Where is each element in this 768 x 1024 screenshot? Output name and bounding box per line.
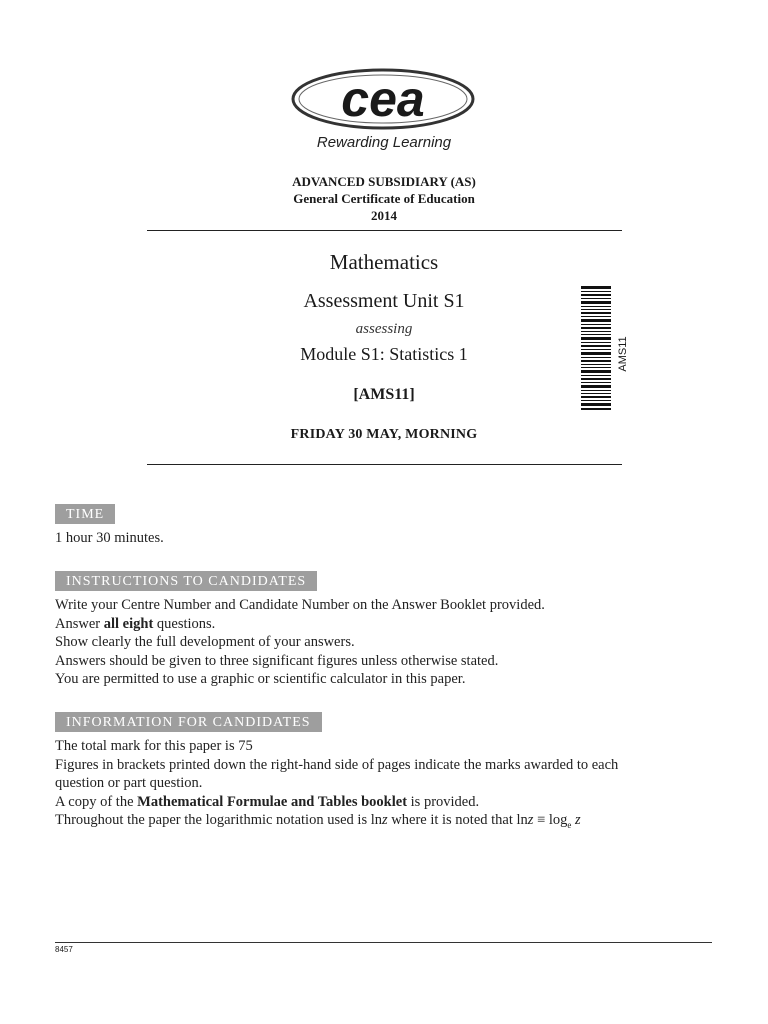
paper-code: [AMS11] bbox=[353, 386, 415, 403]
instruction-line-2-post: questions. bbox=[153, 615, 216, 632]
exam-date: FRIDAY 30 MAY, MORNING bbox=[290, 427, 478, 442]
certificate-name: General Certificate of Education bbox=[293, 191, 475, 206]
information-line-2: Figures in brackets printed down the right-hand side of pages indicate the marks awarded to each bbox=[55, 756, 619, 773]
information-line-4-pre: A copy of the bbox=[55, 793, 138, 810]
instruction-line-3: Show clearly the full development of your answers. bbox=[55, 634, 355, 650]
subject-title: Mathematics bbox=[329, 250, 439, 274]
qualification-level: ADVANCED SUBSIDIARY (AS) bbox=[292, 174, 476, 189]
time-value: 1 hour 30 minutes. bbox=[55, 530, 164, 546]
assessing-label: assessing bbox=[355, 321, 413, 337]
information-line-5-var3: z bbox=[571, 812, 581, 828]
instruction-line-2 bbox=[55, 615, 215, 634]
instruction-line-1: Write your Centre Number and Candidate Number on the Answer Booklet provided. bbox=[55, 597, 545, 613]
information-line-5-mid: where it is noted that ln bbox=[387, 812, 528, 828]
information-line-5-eq: ≡ log bbox=[533, 812, 568, 828]
information-line-4 bbox=[55, 793, 479, 812]
information-label: INFORMATION FOR CANDIDATES bbox=[55, 712, 322, 732]
information-line-4-post: is provided. bbox=[407, 793, 480, 810]
barcode-label: AMS11 bbox=[617, 336, 629, 372]
bottom-divider bbox=[147, 464, 622, 465]
instruction-line-2-pre: Answer bbox=[55, 615, 104, 632]
footer-code: 8457 bbox=[55, 945, 73, 954]
information-line-5-var: z bbox=[382, 812, 388, 828]
exam-year: 2014 bbox=[371, 208, 397, 223]
information-line-5-pre: Throughout the paper the logarithmic notation used is ln bbox=[55, 812, 382, 828]
cea-logo bbox=[291, 68, 477, 130]
information-line-3: question or part question. bbox=[55, 775, 203, 791]
top-divider bbox=[147, 230, 622, 231]
instruction-line-5: You are permitted to use a graphic or scientific calculator in this paper. bbox=[55, 671, 466, 687]
barcode-graphic bbox=[581, 286, 611, 411]
barcode bbox=[581, 286, 611, 411]
assessment-unit: Assessment Unit S1 bbox=[303, 290, 465, 312]
information-line-5 bbox=[55, 811, 581, 834]
cea-logo-graphic bbox=[291, 68, 477, 130]
information-line-5-var2: z bbox=[527, 812, 534, 828]
logo-tagline: Rewarding Learning bbox=[316, 134, 452, 151]
logo-text: cea bbox=[341, 71, 425, 127]
time-label: TIME bbox=[55, 504, 115, 524]
module-name: Module S1: Statistics 1 bbox=[300, 344, 468, 364]
information-line-4-bold: Mathematical Formulae and Tables booklet bbox=[137, 793, 408, 810]
instruction-line-4: Answers should be given to three significant figures unless otherwise stated. bbox=[55, 652, 499, 669]
information-line-1: The total mark for this paper is 75 bbox=[55, 738, 253, 754]
footer-divider bbox=[55, 942, 712, 943]
instructions-label: INSTRUCTIONS TO CANDIDATES bbox=[55, 571, 317, 591]
information-line-5-sub: e bbox=[567, 819, 572, 830]
instruction-line-2-bold: all eight bbox=[103, 615, 154, 632]
